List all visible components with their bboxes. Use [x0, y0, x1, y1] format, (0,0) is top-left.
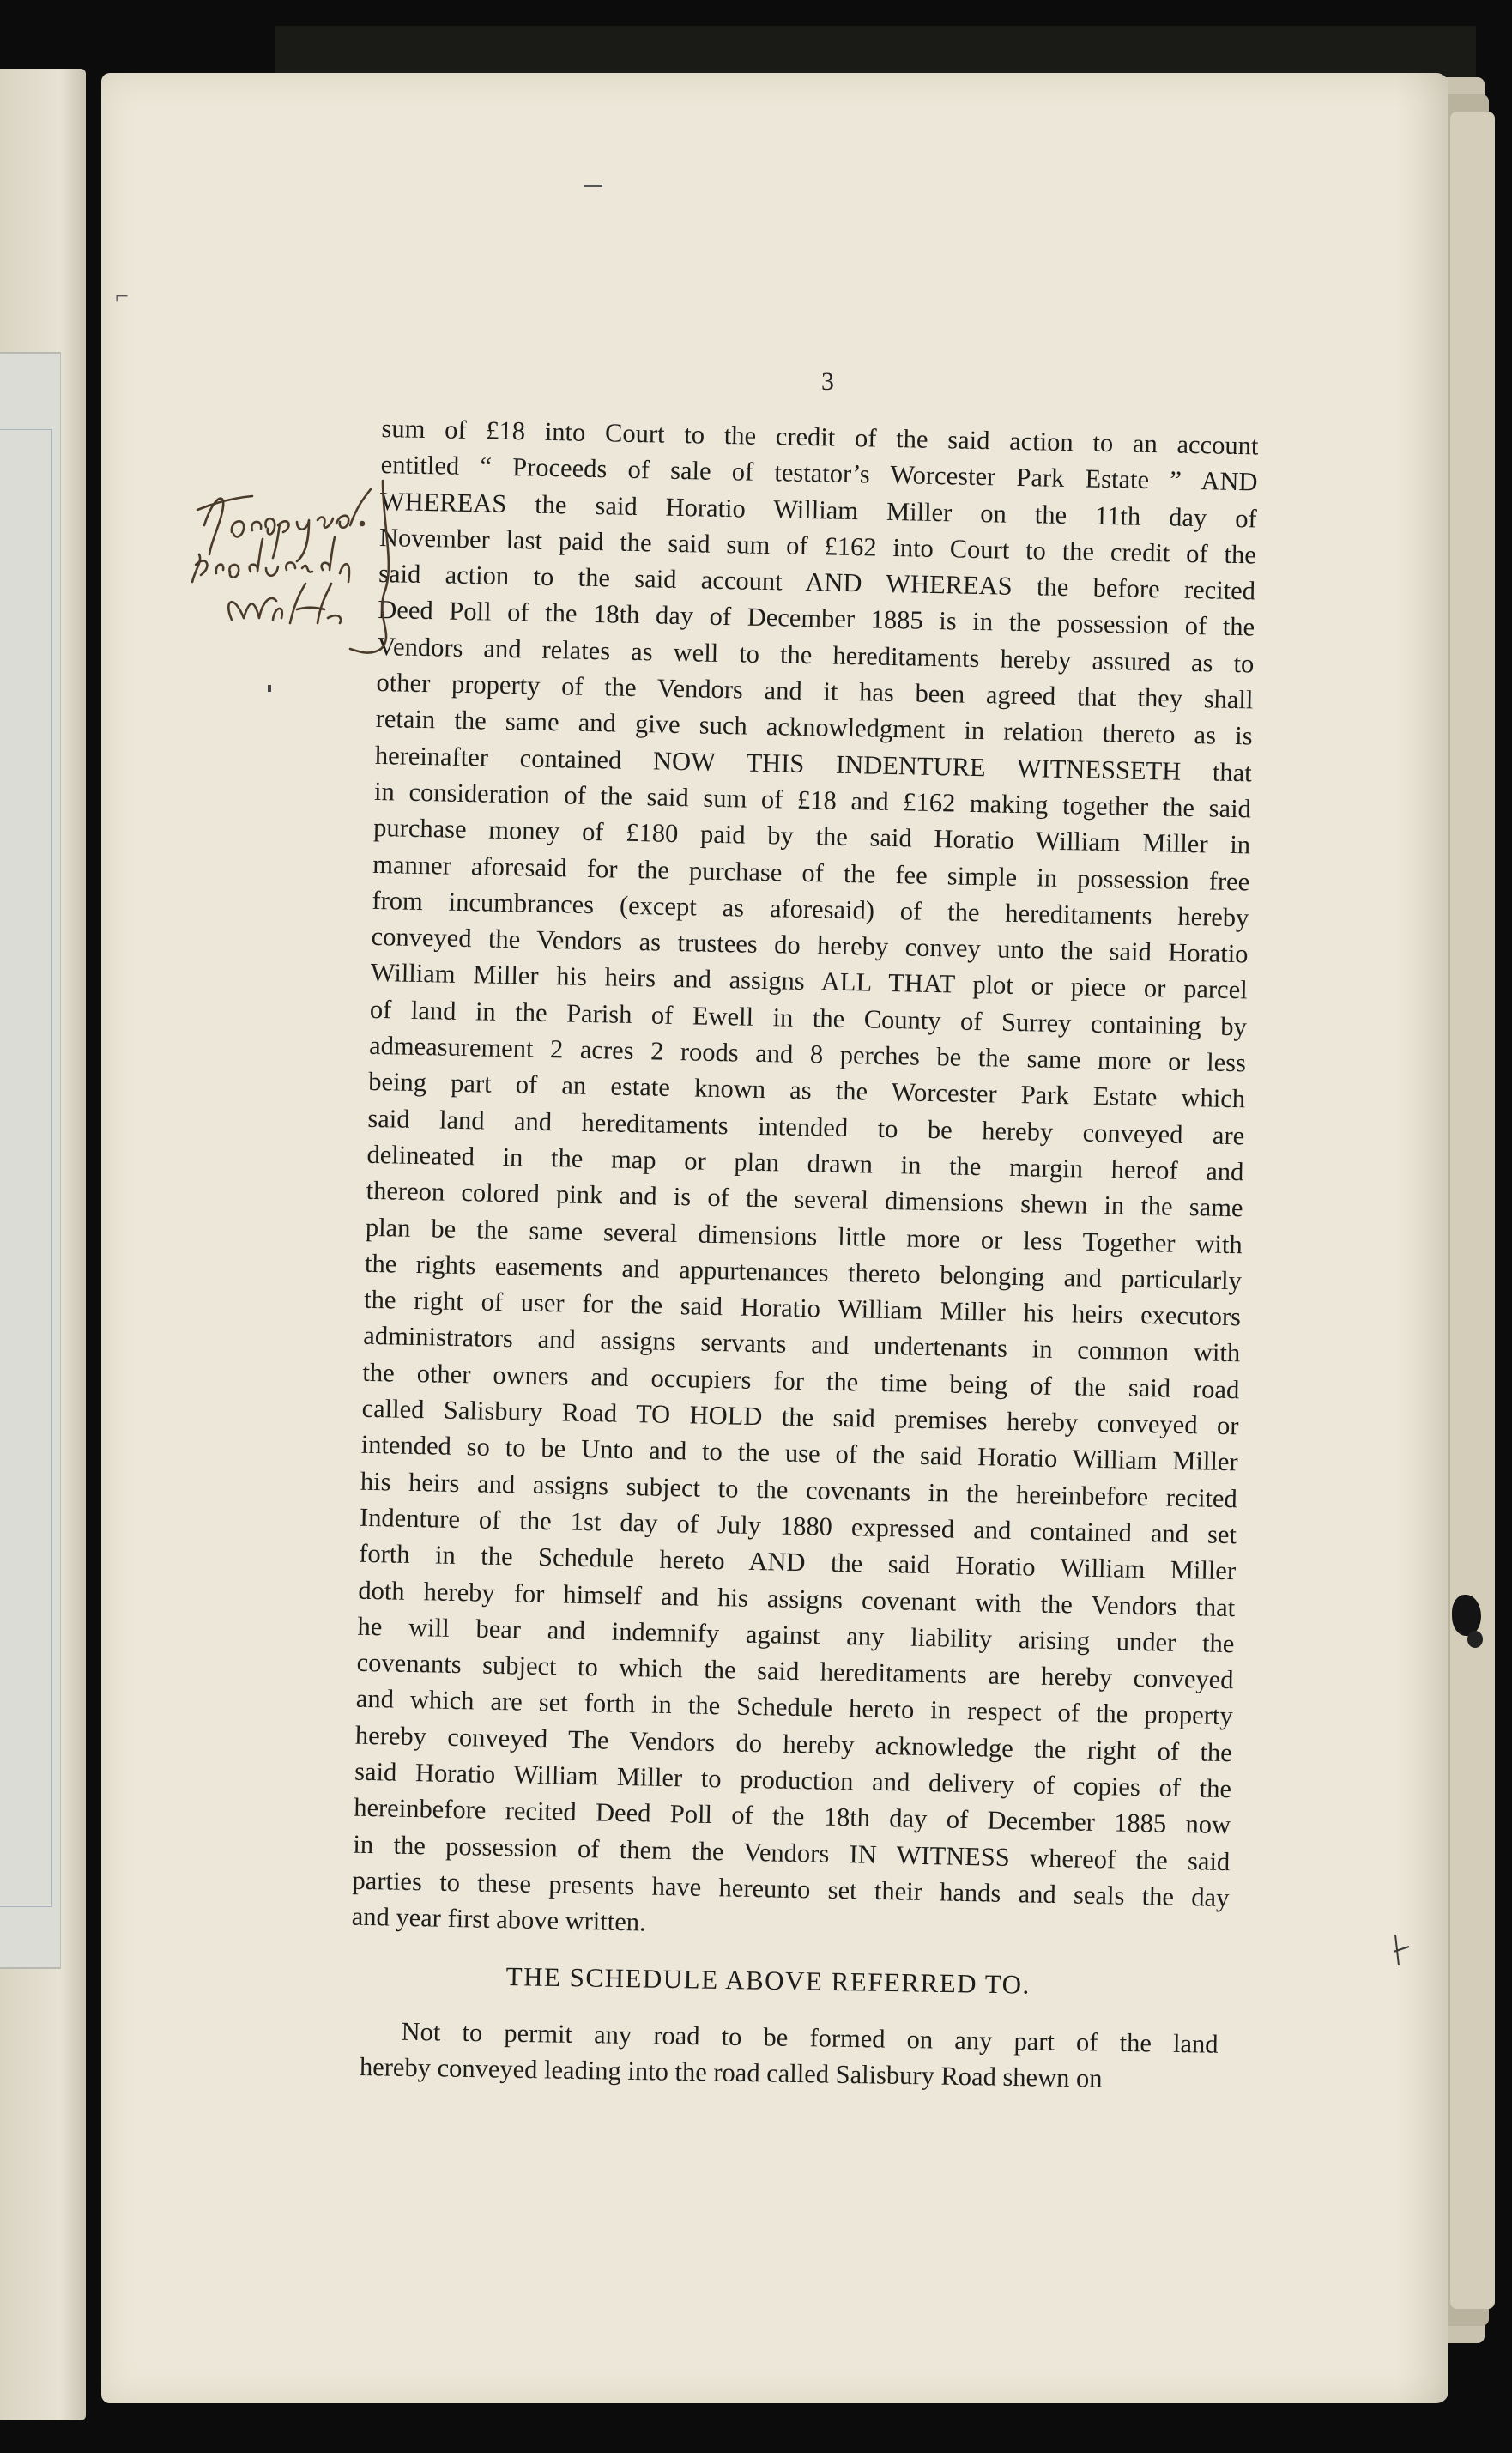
text-line: hereby conveyed The Vendors do hereby acknowledge the right of the — [354, 1720, 1233, 1767]
deed-body-text — [351, 410, 1258, 1953]
text-line: delineated in the map or plan drawn in the margin hereof and — [366, 1139, 1244, 1187]
schedule-heading: THE SCHEDULE ABOVE REFERRED TO. — [505, 1961, 1031, 2000]
text-line: the right of user for the said Horatio William Miller his heirs executors — [363, 1284, 1242, 1332]
text-line: WHEREAS the said Horatio William Miller on the 11th day of — [379, 486, 1258, 534]
corner-mark: ⌐ — [115, 283, 129, 310]
text-line: said land and hereditaments intended to be hereby conveyed are — [367, 1103, 1245, 1150]
text-line: Indenture of the 1st day of July 1880 expressed and contained and set — [359, 1502, 1237, 1550]
text-line: in consideration of the said sum of £18 and £162 making together the said — [373, 776, 1252, 824]
text-line: said action to the said account AND WHEREAS the before recited — [378, 559, 1256, 606]
text-line: November last paid the said sum of £162 into Court to the credit of the — [378, 522, 1257, 570]
text-line: conveyed the Vendors as trustees do hereby convey unto the said Horatio — [371, 922, 1249, 969]
text-line: purchase money of £180 paid by the said Horatio William Miller in — [372, 813, 1251, 860]
text-line: and which are set forth in the Schedule hereto in respect of the property — [355, 1684, 1234, 1731]
text-line: the rights easements and appurtenances thereto belonging and particularly — [364, 1248, 1243, 1296]
text-line: administrators and assigns servants and undertenants in common with — [363, 1321, 1241, 1368]
text-line: hereby conveyed leading into the road called Salisbury Road shewn on — [359, 2052, 1103, 2093]
page-gutter-shadow — [1397, 73, 1448, 2403]
text-line: called Salisbury Road TO HOLD the said premises hereby conveyed or — [361, 1393, 1239, 1441]
text-line: Vendors and relates as well to the hereditaments hereby assured as to — [377, 631, 1255, 679]
text-line: other property of the Vendors and it has been agreed that they shall — [376, 668, 1254, 715]
handwritten-margin-note — [180, 472, 403, 661]
text-line: manner aforesaid for the purchase of the fee simple in possession free — [372, 849, 1250, 896]
text-line: the other owners and occupiers for the time being of the said road — [362, 1357, 1240, 1405]
text-line: entitled “ Proceeds of sale of testator’s Worcester Park Estate ” AND — [380, 450, 1258, 497]
stray-mark — [268, 685, 271, 692]
facing-page-frame — [0, 429, 52, 1907]
book-top-edge — [275, 26, 1476, 77]
text-line: retain the same and give such acknowledgment in relation thereto as is — [375, 704, 1253, 751]
text-line: hereinbefore recited Deed Poll of the 18th day of December 1885 now — [353, 1792, 1231, 1840]
ink-blot — [1467, 1631, 1483, 1648]
facing-page-edge — [0, 69, 86, 2420]
text-line: Deed Poll of the 18th day of December 1885 is in the possession of the — [377, 595, 1255, 642]
text-line: he will bear and indemnify against any liability arising under the — [357, 1611, 1235, 1659]
text-line: Not to permit any road to be formed on any part of the land — [401, 2016, 1219, 2059]
page-number: 3 — [821, 367, 834, 396]
text-line: from incumbrances (except as aforesaid) of the hereditaments hereby — [372, 885, 1249, 933]
text-line: being part of an estate known as the Worcester Park Estate which — [367, 1067, 1246, 1114]
text-line: parties to these presents have hereunto set their hands and seals the day — [352, 1865, 1230, 1913]
schedule-body-text — [360, 2013, 1219, 2099]
text-line: forth in the Schedule hereto AND the said Horatio William Miller — [358, 1538, 1237, 1586]
text-line: intended so to be Unto and to the use of the said Horatio William Miller — [360, 1430, 1238, 1477]
text-line: hereinafter contained NOW THIS INDENTURE WITNESSETH that — [374, 740, 1253, 788]
margin-tick-mark — [1390, 1931, 1416, 1974]
text-line: William Miller his heirs and assigns ALL THAT plot or piece or parcel — [370, 958, 1248, 1005]
text-line: in the possession of them the Vendors IN WITNESS whereof the said — [353, 1829, 1231, 1876]
text-line: doth hereby for himself and his assigns covenant with the Vendors that — [358, 1575, 1236, 1622]
text-line: thereon colored pink and is of the several dimensions shewn in the same — [366, 1176, 1243, 1223]
text-line: sum of £18 into Court to the credit of the said action to an account — [381, 413, 1259, 461]
text-line: plan be the same several dimensions little more or less Together with — [365, 1212, 1243, 1259]
text-line: his heirs and assigns subject to the covenants in the hereinbefore recited — [360, 1466, 1238, 1513]
ink-blot — [1452, 1595, 1481, 1636]
text-line: covenants subject to which the said hereditaments are hereby conveyed — [356, 1647, 1234, 1695]
header-dash — [584, 185, 602, 187]
page-stack-edge — [1450, 112, 1495, 2309]
text-line: admeasurement 2 acres 2 roods and 8 perches be the same more or less — [368, 1030, 1247, 1078]
text-line: said Horatio William Miller to production and delivery of copies of the — [354, 1756, 1232, 1804]
text-line: and year first above written. — [351, 1901, 647, 1937]
text-line: of land in the Parish of Ewell in the County of Surrey containing by — [369, 994, 1248, 1042]
